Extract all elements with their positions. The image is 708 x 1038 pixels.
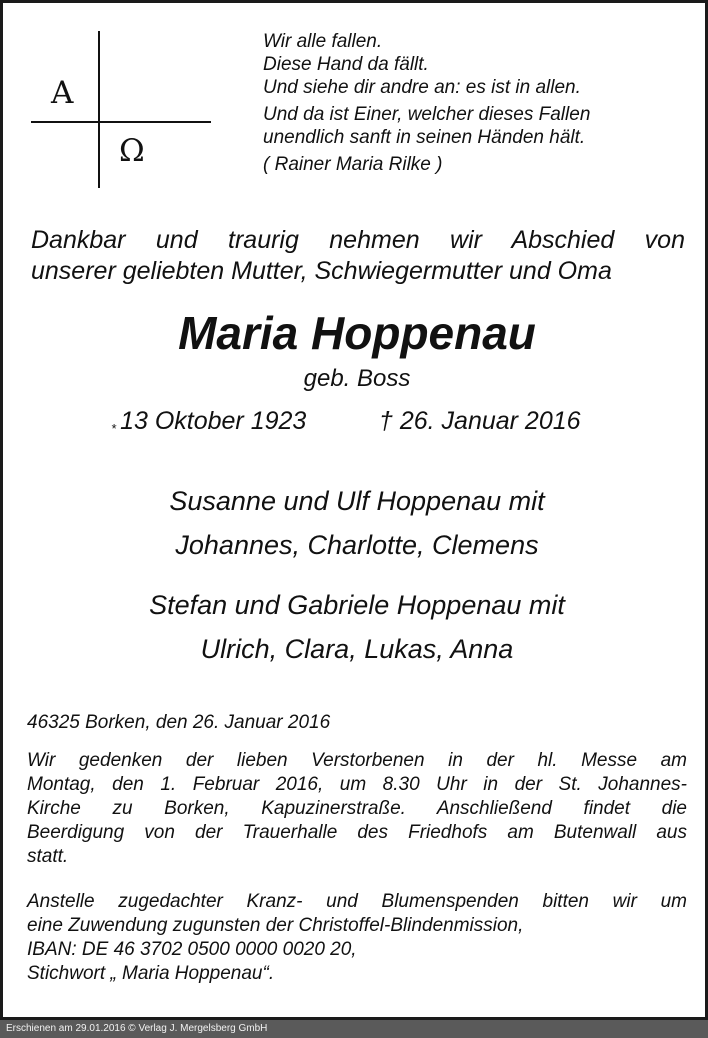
intro-line: unserer geliebten Mutter, Schwiegermutter und Oma (31, 257, 612, 285)
poem-line: Wir alle fallen. (263, 31, 383, 52)
cross-horizontal-bar (31, 121, 211, 123)
birth-date: 13 Oktober 1923 (120, 407, 307, 435)
family-line: Ulrich, Clara, Lukas, Anna (200, 634, 514, 664)
family-group-1 (3, 479, 708, 567)
birth-name: geb. Boss (303, 365, 411, 392)
publication-footer: Erschienen am 29.01.2016 © Verlag J. Mergelsberg GmbH (0, 1020, 708, 1038)
donation-notice (27, 890, 687, 986)
family-line: Susanne und Ulf Hoppenau mit (169, 486, 545, 516)
family-line: Johannes, Charlotte, Clemens (175, 530, 539, 560)
poem-line: unendlich sanft in seinen Händen hält. (263, 127, 586, 148)
poem (263, 30, 683, 176)
deceased-name: Maria Hoppenau (178, 307, 536, 359)
mass-line: Wir gedenken der lieben Verstorbenen in der hl. Messe am (27, 750, 687, 771)
donation-line: Stichwort „ Maria Hoppenau“. (27, 963, 275, 984)
death-date: † 26. Januar 2016 (379, 407, 581, 435)
family-line: Stefan und Gabriele Hoppenau mit (149, 590, 565, 620)
poem-author: ( Rainer Maria Rilke ) (263, 154, 443, 175)
intro-text (31, 225, 685, 287)
cross-vertical-bar (98, 31, 100, 188)
intro-line: Dankbar und traurig nehmen wir Abschied von (31, 226, 685, 254)
mass-line: statt. (27, 846, 69, 867)
mass-line: Beerdigung von der Trauerhalle des Friedhofs am Butenwall aus (27, 822, 687, 843)
donation-line: Anstelle zugedachter Kranz- und Blumenspenden bitten wir um (27, 891, 687, 912)
birth-star-icon: * (111, 421, 117, 436)
poem-line: Und da ist Einer, welcher dieses Fallen (263, 104, 591, 125)
mass-line: Montag, den 1. Februar 2016, um 8.30 Uhr in der St. Johannes- (27, 774, 687, 795)
poem-stanza-2 (263, 103, 683, 149)
poem-line: Und siehe dir andre an: es ist in allen. (263, 77, 581, 98)
alpha-symbol: A (51, 75, 74, 111)
life-dates (111, 405, 671, 445)
donation-line: IBAN: DE 46 3702 0500 0000 0020 20, (27, 939, 357, 960)
poem-stanza-1 (263, 30, 683, 99)
donation-line: eine Zuwendung zugunsten der Christoffel-Blindenmission, (27, 915, 524, 936)
family-group-2 (3, 583, 708, 671)
mass-line: Kirche zu Borken, Kapuzinerstraße. Anschließend findet die (27, 798, 687, 819)
mass-notice (27, 749, 687, 869)
poem-line: Diese Hand da fällt. (263, 54, 429, 75)
omega-symbol: Ω (119, 133, 145, 169)
place-date: 46325 Borken, den 26. Januar 2016 (27, 712, 331, 733)
